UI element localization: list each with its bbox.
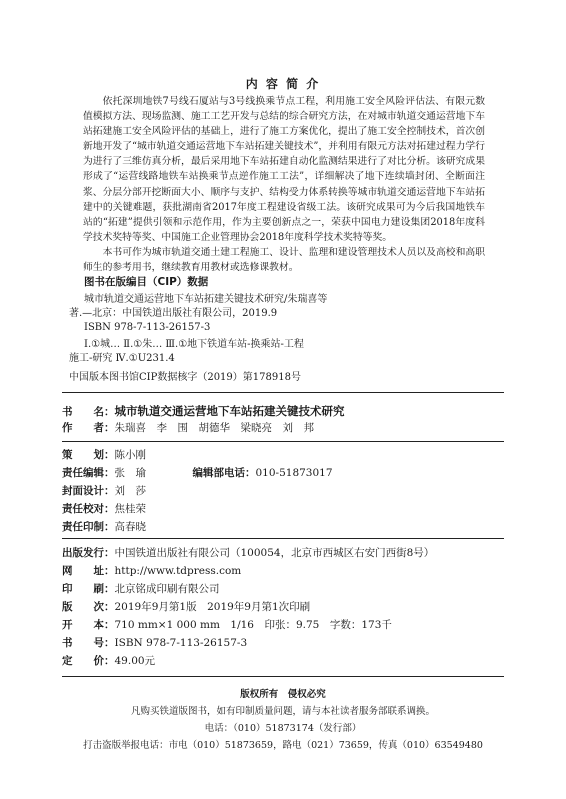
- divider: [62, 538, 504, 539]
- divider: [62, 392, 504, 393]
- planner-row: [62, 448, 146, 463]
- isbn-row: [62, 636, 247, 651]
- label: 定 价：: [62, 655, 115, 667]
- label: 印 刷：: [62, 583, 115, 595]
- book-title: 城市轨道交通运营地下车站拓建关键技术研究: [114, 404, 345, 418]
- format: 710 mm×1 000 mm 1/16 印张：9.75 字数：173千: [114, 619, 392, 631]
- label: 书 号：: [62, 637, 115, 649]
- divider: [62, 441, 504, 442]
- author-row: [62, 421, 314, 436]
- divider: [62, 676, 504, 677]
- edition-row: [62, 600, 310, 615]
- print-manager: 高春晓: [114, 521, 146, 533]
- edition: 2019年9月第1版 2019年9月第1次印刷: [114, 601, 311, 613]
- authors: 朱瑞喜 李 围 胡德华 梁晓亮 刘 邦: [114, 422, 314, 434]
- proof-row: [62, 502, 146, 517]
- price: 49.00元: [114, 655, 156, 667]
- cip-line: 著.—北京：中国铁道出版社有限公司，2019.9: [69, 308, 278, 319]
- label: 编辑部电话：: [192, 467, 256, 479]
- rights-notice: 版权所有 侵权必究: [240, 689, 326, 700]
- cover-row: [62, 484, 146, 499]
- isbn: ISBN 978-7-113-26157-3: [114, 637, 248, 649]
- label: 网 址：: [62, 565, 115, 577]
- label: 出版发行：: [62, 547, 115, 559]
- print-manager-row: [62, 520, 146, 535]
- format-row: [62, 618, 392, 633]
- cip-isbn: ISBN 978-7-113-26157-3: [84, 322, 211, 333]
- proofreader: 焦桂荣: [114, 503, 146, 515]
- label: 版 次：: [62, 601, 115, 613]
- editorial-phone: 010-51873017: [255, 467, 333, 479]
- printer: 北京铭成印刷有限公司: [114, 583, 220, 595]
- cip-line: Ⅰ.①城… Ⅱ.①朱… Ⅲ.①地下铁道车站-换乘站-工程: [84, 339, 304, 350]
- cover-designer: 刘 莎: [114, 485, 146, 497]
- price-row: [62, 654, 155, 669]
- cip-heading: 图书在版编目（CIP）数据: [84, 276, 209, 288]
- planner: 陈小刚: [114, 449, 146, 461]
- label: 作 者：: [62, 422, 115, 434]
- editor-row: [62, 466, 333, 481]
- website: http://www.tdpress.com: [114, 565, 242, 577]
- return-notice: 凡购买铁道版图书，如有印制质量问题，请与本社读者服务部联系调换。: [130, 706, 435, 717]
- label: 责任编辑：: [62, 467, 115, 479]
- intro-paragraph-usage: 本书可作为城市轨道交通土建工程施工、设计、监理和建设管理技术人员以及高校和高职师生的参考用书，继续教育用教材或选修课教材。: [83, 246, 485, 274]
- label: 封面设计：: [62, 485, 115, 497]
- intro-text: [83, 94, 485, 275]
- cip-line: 城市轨道交通运营地下车站拓建关键技术研究/朱瑞喜等: [84, 294, 328, 305]
- publisher: 中国铁道出版社有限公司（100054，北京市西城区右安门西街8号）: [114, 547, 435, 559]
- publisher-row: [62, 546, 434, 561]
- label: 书 名：: [62, 406, 115, 418]
- printer-row: [62, 582, 220, 597]
- intro-title: 内 容 简 介: [245, 77, 321, 91]
- label: 责任印制：: [62, 521, 115, 533]
- sales-phone: 电话：（010）51873174（发行部）: [204, 723, 362, 734]
- label: 开 本：: [62, 619, 115, 631]
- piracy-hotline: 打击盗版举报电话：市电（010）51873659，路电（021）73659，传真（010）63549480: [83, 740, 483, 751]
- cip-line: 施工-研究 Ⅳ.①U231.4: [69, 353, 175, 364]
- label: 策 划：: [62, 449, 115, 461]
- label: 责任校对：: [62, 503, 115, 515]
- editor: 张 瑜: [114, 467, 146, 479]
- url-row: [62, 564, 241, 579]
- cip-number: 中国版本图书馆CIP数据核字（2019）第178918号: [69, 372, 301, 383]
- intro-paragraph: 依托深圳地铁7号线石厦站与3号线换乘节点工程，利用施工安全风险评估法、有限元数值模拟方法、现场监测、施工工艺开发与总结的综合研究方法，在对城市轨道交通运营地下车站拓建施工安全风险评估的基础上，进行了施工方案优化，提出了施工安全控制技术，首次创新地开发了“城市轨道交通运营地下车站拓建关键技术”，并利用有限元方法对拓建过程力学行为进行了三维仿真分析，最后采用地下车站拓建自动化监测结果进行了对比分析。该研究成果形成了“运营线路地铁车站换乘节点逆作施工工法”，详细解决了地下连续墙封闭、全断面注浆、分层分部开挖断面大小、顺序与支护、结构受力体系转换等城市轨道交通运营地下车站拓建中的关键难题，获批湖南省2017年度工程建设省级工法。该研究成果可为今后我国地铁车站的“拓建”提供引领和示范作用，作为主要创新点之一，荣获中国电力建设集团2018年度科学技术奖特等奖、中国施工企业管理协会2018年度科学技术奖特等奖。: [83, 96, 485, 243]
- book-title-row: [62, 404, 345, 419]
